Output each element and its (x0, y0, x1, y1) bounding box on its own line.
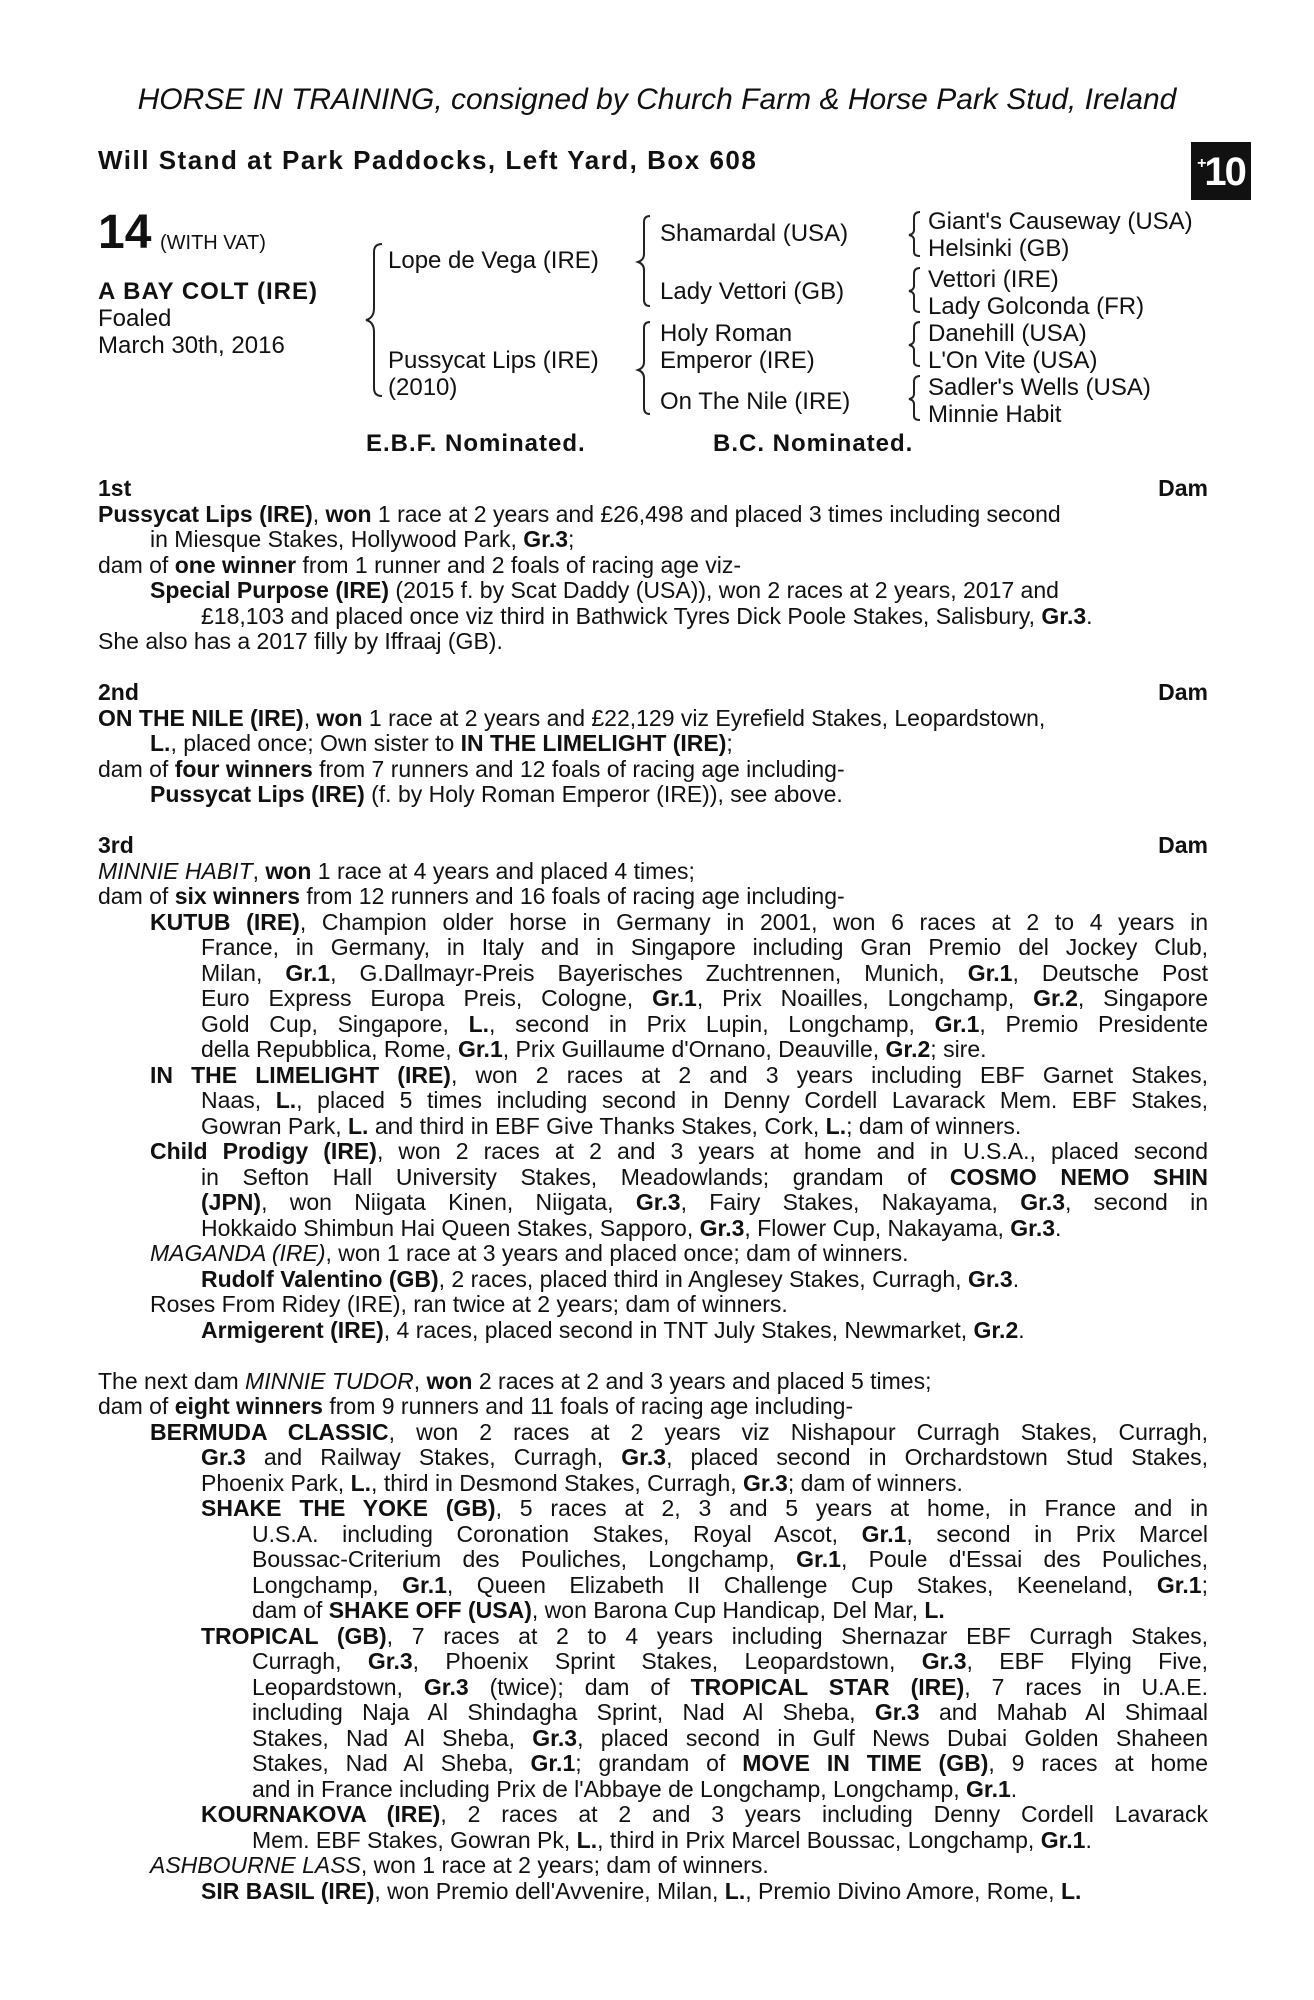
bold-text: TROPICAL STAR (IRE) (690, 1674, 965, 1700)
bold-text: SIR BASIL (IRE) (201, 1878, 375, 1904)
bold-text: one winner (174, 552, 297, 578)
spacer (98, 808, 1208, 834)
text-line (98, 1853, 1208, 1879)
bold-text: Gr.3 (967, 1266, 1013, 1292)
first-dam-section (98, 502, 1208, 655)
text-segment: , won 2 races at 2 and 3 years at home and in U.S.A., placed second (376, 1139, 1208, 1164)
text-segment: and in France including Prix de l'Abbaye de Longchamp, Longchamp, (252, 1776, 967, 1802)
text-segment: , Prix Guillaume d'Ornano, Deauville, (502, 1037, 886, 1062)
catalogue-body (98, 476, 1208, 1904)
bold-text: ON THE NILE (IRE) (98, 705, 304, 731)
text-line (98, 604, 1208, 630)
text-segment: dam of (252, 1598, 329, 1623)
bold-text: Child Prodigy (IRE) (150, 1139, 377, 1164)
text-segment: She also has a 2017 filly by Iffraaj (GB). (98, 629, 503, 654)
text-segment: , 7 races at 2 to 4 years including Shernazar EBF Curragh Stakes, (386, 1623, 1208, 1649)
text-segment: (twice); dam of (468, 1674, 691, 1700)
text-segment: , 2 races, placed third in Anglesey Stakes, Curragh, (438, 1266, 968, 1292)
text-line (98, 1088, 1208, 1114)
bold-text: IN THE LIMELIGHT (IRE) (460, 731, 727, 756)
text-segment: , won 1 race at 2 years; dam of winners. (360, 1853, 769, 1878)
italic-text: MINNIE TUDOR (245, 1368, 414, 1394)
text-segment: . (1086, 603, 1093, 629)
text-segment: , won Niigata Kinen, Niigata, (261, 1190, 636, 1215)
foaled-label: Foaled (98, 305, 172, 332)
text-line (98, 1063, 1208, 1089)
text-segment: , won Barona Cup Handicap, Del Mar, (531, 1598, 925, 1623)
third-dam-heading: 3rd Dam (98, 833, 1208, 858)
text-segment: ; grandam of (575, 1751, 743, 1776)
pedigree-dam-dam: On The Nile (IRE) (660, 388, 851, 415)
text-line (98, 1802, 1208, 1828)
text-line (98, 731, 1208, 757)
text-line (98, 1598, 1208, 1624)
pedigree-dam-sire-line1: Holy Roman (660, 320, 793, 347)
pedigree-sire-sire: Shamardal (USA) (660, 220, 849, 247)
bold-text: L. (468, 1011, 490, 1037)
bold-text: Gr.1 (652, 986, 697, 1011)
text-segment: . (1055, 1215, 1062, 1241)
text-segment: Hokkaido Shimbun Hai Queen Stakes, Sapporo, (201, 1215, 700, 1241)
text-segment: , won Premio dell'Avvenire, Milan, (374, 1878, 725, 1904)
foaled-date: March 30th, 2016 (98, 332, 285, 359)
bold-text: Gr.1 (1156, 1572, 1202, 1598)
text-segment: Leopardstown, (252, 1674, 424, 1700)
text-segment: 1 race at 2 years and £22,129 viz Eyrefield Stakes, Leopardstown, (362, 705, 1046, 731)
text-line (98, 1675, 1208, 1701)
text-segment: The next dam (98, 1368, 246, 1394)
text-segment: dam of (98, 1394, 175, 1419)
bold-text: Gr.3 (523, 527, 569, 552)
text-line (98, 1394, 1208, 1420)
bold-text: Gr.3 (423, 1674, 469, 1700)
lot-badge-icon (1191, 142, 1251, 200)
stand-info: Will Stand at Park Paddocks, Left Yard, Box 608 (98, 145, 758, 175)
bold-text: won (426, 1368, 473, 1394)
text-segment: , (303, 705, 317, 731)
text-line (98, 1547, 1208, 1573)
bold-text: L. (576, 1827, 598, 1853)
ebf-nominated: E.B.F. Nominated. (366, 430, 586, 457)
bold-text: KUTUB (IRE) (150, 909, 300, 935)
bold-text: won (325, 501, 372, 527)
text-segment: Boussac-Criterium des Pouliches, Longchamp, (252, 1547, 797, 1572)
spacer (98, 655, 1208, 681)
bold-text: Gr.3 (532, 1725, 578, 1751)
text-line (98, 884, 1208, 910)
pedigree-brace-g56 (904, 318, 926, 370)
text-line (98, 1471, 1208, 1497)
pedigree-brace-g34 (904, 264, 926, 316)
bold-text: L. (825, 1113, 847, 1139)
text-segment: della Repubblica, Rome, (201, 1037, 458, 1062)
text-line (98, 910, 1208, 936)
bold-text: KOURNAKOVA (IRE) (201, 1802, 441, 1827)
pedigree-gsire-6: L'On Vite (USA) (928, 347, 1098, 374)
bold-text: BERMUDA CLASSIC (150, 1419, 389, 1445)
text-segment: Gold Cup, Singapore, (201, 1011, 469, 1037)
bold-text: Special Purpose (IRE) (150, 578, 390, 603)
text-segment: . (1085, 1827, 1092, 1853)
bold-text: COSMO NEMO SHIN (949, 1164, 1208, 1190)
pedigree-gsire-1: Giant's Causeway (USA) (928, 208, 1193, 235)
lot-number: 14 (98, 206, 152, 259)
pedigree-brace-main (360, 240, 390, 400)
text-segment: , 4 races, placed second in TNT July Stakes, Newmarket, (383, 1317, 974, 1343)
text-segment: Milan, (201, 960, 286, 986)
bold-text: L. (150, 731, 171, 756)
bold-text: L. (1060, 1878, 1082, 1904)
text-segment: 1 race at 4 years and placed 4 times; (311, 858, 695, 884)
text-line (98, 1828, 1208, 1854)
pedigree-gsire-4: Lady Golconda (FR) (928, 293, 1145, 320)
bold-text: Gr.1 (967, 960, 1013, 986)
pedigree-brace-g12 (904, 208, 926, 260)
text-segment: in Sefton Hall University Stakes, Meadowlands; grandam of (201, 1164, 950, 1190)
text-segment: 1 race at 2 years and £26,498 and placed 3 times including second (371, 501, 1061, 527)
text-segment: , (312, 501, 326, 527)
bold-text: six winners (174, 884, 300, 909)
vat-note: (WITH VAT) (160, 232, 266, 254)
text-segment: dam of (98, 756, 175, 782)
bold-text: Gr.1 (285, 960, 331, 986)
page-header: HORSE IN TRAINING, consigned by Church Farm & Horse Park Stud, Ireland (137, 83, 1177, 116)
text-segment: . (1018, 1317, 1025, 1343)
text-line (98, 1445, 1208, 1471)
bold-text: L. (924, 1598, 945, 1623)
text-line (98, 1573, 1208, 1599)
bold-text: Gr.3 (1020, 1190, 1065, 1215)
italic-text: MINNIE HABIT (98, 858, 253, 884)
text-segment: £18,103 and placed once viz third in Bathwick Tyres Dick Poole Stakes, Salisbury, (201, 603, 1042, 629)
text-line (98, 1624, 1208, 1650)
bold-text: (JPN) (201, 1190, 262, 1215)
pedigree-brace-dam (632, 318, 656, 418)
bold-text: Gr.3 (1041, 603, 1087, 629)
bold-text: L. (350, 1470, 372, 1496)
pedigree-sire-dam: Lady Vettori (GB) (660, 278, 845, 305)
text-segment: , (252, 858, 266, 884)
bold-text: Gr.1 (934, 1011, 980, 1037)
text-segment: including Naja Al Shindagha Sprint, Nad Al Sheba, (252, 1700, 875, 1725)
bold-text: Rudolf Valentino (GB) (201, 1266, 439, 1292)
text-segment: 2 races at 2 and 3 years and placed 5 times; (472, 1368, 932, 1394)
text-segment: dam of (98, 552, 175, 578)
pedigree-gsire-8: Minnie Habit (928, 401, 1062, 428)
second-dam-heading: 2nd Dam (98, 680, 1208, 705)
pedigree-gsire-7: Sadler's Wells (USA) (928, 374, 1151, 401)
text-segment: , third in Prix Marcel Boussac, Longchamp, (597, 1827, 1041, 1853)
second-dam-section (98, 706, 1208, 808)
text-line (98, 1114, 1208, 1140)
bold-text: TROPICAL (GB) (201, 1623, 387, 1649)
text-segment: Phoenix Park, (201, 1470, 351, 1496)
text-line (98, 1496, 1208, 1522)
text-line (98, 1420, 1208, 1446)
italic-text: ASHBOURNE LASS (150, 1853, 361, 1878)
text-segment: ; sire. (930, 1037, 987, 1062)
bold-text: Gr.2 (1033, 986, 1078, 1011)
bold-text: Pussycat Lips (IRE) (98, 501, 313, 527)
bold-text: eight winners (174, 1394, 323, 1419)
bold-text: Gr.1 (1040, 1827, 1086, 1853)
text-line (98, 782, 1208, 808)
text-segment: , Premio Divino Amore, Rome, (745, 1878, 1061, 1904)
text-line (98, 1726, 1208, 1752)
text-segment: , Poule d'Essai des Pouliches, (840, 1547, 1208, 1572)
text-line (98, 1700, 1208, 1726)
text-segment: Curragh, (252, 1649, 368, 1674)
bold-text: won (316, 705, 363, 731)
text-line (98, 1649, 1208, 1675)
bold-text: Gr.3 (874, 1700, 920, 1725)
text-line (98, 757, 1208, 783)
bold-text: L. (724, 1878, 746, 1904)
bold-text: IN THE LIMELIGHT (IRE) (150, 1062, 451, 1088)
text-segment: , 9 races at home (988, 1751, 1208, 1776)
text-segment: , Champion older horse in Germany in 2001, won 6 races at 2 to 4 years in (299, 909, 1208, 935)
text-line (98, 935, 1208, 961)
text-line (98, 1292, 1208, 1318)
text-segment: , (413, 1368, 427, 1394)
text-segment: and third in EBF Give Thanks Stakes, Cork, (368, 1113, 826, 1139)
text-segment: Stakes, Nad Al Sheba, (252, 1751, 531, 1776)
spacer (98, 1343, 1208, 1369)
bold-text: Gr.3 (635, 1190, 681, 1215)
text-segment: , placed second in Orchardstown Stud Stakes, (666, 1445, 1208, 1470)
text-segment: Naas, (201, 1088, 276, 1113)
text-line (98, 1751, 1208, 1777)
text-segment: , Premio Presidente (979, 1011, 1208, 1037)
bold-text: L. (275, 1088, 297, 1113)
bc-nominated: B.C. Nominated. (713, 430, 914, 457)
bold-text: MOVE IN TIME (GB) (742, 1751, 989, 1776)
text-line (98, 502, 1208, 528)
text-line (98, 527, 1208, 553)
bold-text: Gr.1 (966, 1776, 1011, 1802)
text-segment: ; dam of winners. (787, 1470, 963, 1496)
pedigree-dam-year: (2010) (388, 374, 458, 401)
text-segment: ; (726, 731, 733, 756)
bold-text: Gr.3 (743, 1470, 788, 1496)
text-segment: , won 2 races at 2 years viz Nishapour Curragh Stakes, Curragh, (388, 1419, 1208, 1445)
text-segment: dam of (98, 884, 175, 909)
text-line (98, 859, 1208, 885)
bold-text: Gr.2 (885, 1037, 931, 1062)
text-segment: in Miesque Stakes, Hollywood Park, (150, 527, 524, 552)
text-line (98, 1165, 1208, 1191)
text-segment: , 7 races in U.A.E. (964, 1674, 1208, 1700)
text-line (98, 1522, 1208, 1548)
text-segment: Euro Express Europa Preis, Cologne, (201, 986, 653, 1011)
italic-text: MAGANDA (IRE) (150, 1241, 326, 1266)
bold-text: Gr.1 (402, 1572, 447, 1598)
text-line (98, 1879, 1208, 1905)
text-segment: , placed once; Own sister to (170, 731, 461, 756)
text-segment: and Railway Stakes, Curragh, (245, 1445, 622, 1470)
text-segment: Longchamp, (252, 1572, 403, 1598)
bold-text: Gr.1 (530, 1751, 576, 1776)
text-segment: ; dam of winners. (846, 1113, 1022, 1139)
bold-text: Armigerent (IRE) (201, 1317, 384, 1343)
text-segment: , Flower Cup, Nakayama, (744, 1215, 1011, 1241)
text-segment: , third in Desmond Stakes, Curragh, (371, 1470, 744, 1496)
badge-plus: + (1197, 155, 1205, 172)
text-segment: Gowran Park, (201, 1113, 348, 1139)
text-segment: , placed 5 times including second in Denny Cordell Lavarack Mem. EBF Stakes, (296, 1088, 1208, 1113)
text-line (98, 1012, 1208, 1038)
bold-text: Gr.3 (621, 1445, 667, 1470)
text-segment: and Mahab Al Shimaal (919, 1700, 1208, 1725)
text-segment: , placed second in Gulf News Dubai Golden Shaheen (577, 1725, 1208, 1751)
next-dam-section (98, 1369, 1208, 1905)
text-segment: France, in Germany, in Italy and in Singapore including Gran Premio del Jockey Club, (201, 935, 1208, 960)
pedigree-dam-sire-line2: Emperor (IRE) (660, 347, 815, 374)
text-segment: ; (1201, 1572, 1208, 1598)
text-segment: . (1010, 1776, 1018, 1802)
text-line (98, 1139, 1208, 1165)
text-line (98, 553, 1208, 579)
text-line (98, 986, 1208, 1012)
text-line (98, 578, 1208, 604)
text-segment: , Phoenix Sprint Stakes, Leopardstown, (412, 1649, 922, 1674)
text-line (98, 961, 1208, 987)
pedigree-brace-g78 (904, 372, 926, 424)
pedigree-gsire-5: Danehill (USA) (928, 320, 1087, 347)
text-line (98, 629, 1208, 655)
bold-text: Gr.1 (457, 1037, 503, 1062)
text-segment: (f. by Holy Roman Emperor (IRE)), see above. (364, 782, 843, 807)
pedigree-gsire-2: Helsinki (GB) (928, 235, 1070, 262)
bold-text: L. (348, 1113, 369, 1139)
text-segment: , Queen Elizabeth II Challenge Cup Stakes, Keeneland, (446, 1572, 1157, 1598)
text-segment: from 1 runner and 2 foals of racing age viz- (296, 552, 742, 578)
text-segment: , won 2 races at 2 and 3 years including EBF Garnet Stakes, (450, 1062, 1208, 1088)
bold-text: Gr.3 (699, 1215, 745, 1241)
text-segment: Stakes, Nad Al Sheba, (252, 1725, 533, 1751)
bold-text: won (265, 858, 312, 884)
text-segment: from 7 runners and 12 foals of racing age including- (312, 756, 845, 782)
text-line (98, 706, 1208, 732)
bold-text: Gr.2 (973, 1317, 1019, 1343)
text-segment: , EBF Flying Five, (966, 1649, 1208, 1674)
badge-text: 10 (1204, 150, 1245, 194)
text-line (98, 1241, 1208, 1267)
text-line (98, 1318, 1208, 1344)
text-line (98, 1190, 1208, 1216)
text-segment: , second in Prix Marcel (906, 1521, 1208, 1547)
bold-text: Gr.3 (367, 1649, 413, 1674)
text-line (98, 1037, 1208, 1063)
text-segment: , second in (1065, 1190, 1208, 1215)
text-segment: , won 1 race at 3 years and placed once; dam of winners. (325, 1241, 909, 1266)
first-dam-heading: 1st Dam (98, 476, 1208, 501)
bold-text: SHAKE OFF (USA) (328, 1598, 532, 1623)
text-segment: , Singapore (1077, 986, 1208, 1011)
text-line (98, 1777, 1208, 1803)
text-segment: from 9 runners and 11 foals of racing age including- (322, 1394, 854, 1419)
text-line (98, 1216, 1208, 1242)
pedigree-brace-sire (632, 212, 656, 308)
text-segment: , second in Prix Lupin, Longchamp, (489, 1011, 935, 1037)
lot-title: A BAY COLT (IRE) (98, 278, 319, 305)
text-segment: , 2 races at 2 and 3 years including Denny Cordell Lavarack (440, 1802, 1208, 1827)
text-segment: (2015 f. by Scat Daddy (USA)), won 2 races at 2 years, 2017 and (389, 578, 1059, 603)
text-segment: , G.Dallmayr-Preis Bayerisches Zuchtrennen, Munich, (330, 960, 968, 986)
text-segment: ; (568, 527, 575, 552)
text-segment: U.S.A. including Coronation Stakes, Royal Ascot, (252, 1521, 862, 1547)
text-line (98, 1369, 1208, 1395)
text-segment: , Prix Noailles, Longchamp, (696, 986, 1034, 1011)
text-segment: , Deutsche Post (1012, 960, 1208, 986)
bold-text: four winners (174, 756, 313, 782)
bold-text: SHAKE THE YOKE (GB) (201, 1496, 496, 1521)
text-segment: . (1012, 1266, 1020, 1292)
bold-text: Gr.3 (201, 1445, 246, 1470)
bold-text: Gr.1 (861, 1521, 907, 1547)
third-dam-section (98, 859, 1208, 1344)
pedigree-sire: Lope de Vega (IRE) (388, 247, 599, 274)
bold-text: Gr.3 (1010, 1215, 1056, 1241)
bold-text: Gr.3 (921, 1649, 967, 1674)
pedigree-dam: Pussycat Lips (IRE) (388, 347, 599, 374)
bold-text: Gr.1 (796, 1547, 841, 1572)
bold-text: Pussycat Lips (IRE) (150, 782, 365, 807)
text-segment: , Fairy Stakes, Nakayama, (680, 1190, 1021, 1215)
text-segment: , 5 races at 2, 3 and 5 years at home, in France and in (495, 1496, 1208, 1521)
text-line (98, 1267, 1208, 1293)
text-segment: from 12 runners and 16 foals of racing age including- (300, 884, 845, 909)
text-segment: Mem. EBF Stakes, Gowran Pk, (252, 1827, 577, 1853)
pedigree-gsire-3: Vettori (IRE) (928, 266, 1059, 293)
text-segment: Roses From Ridey (IRE), ran twice at 2 years; dam of winners. (150, 1292, 788, 1317)
